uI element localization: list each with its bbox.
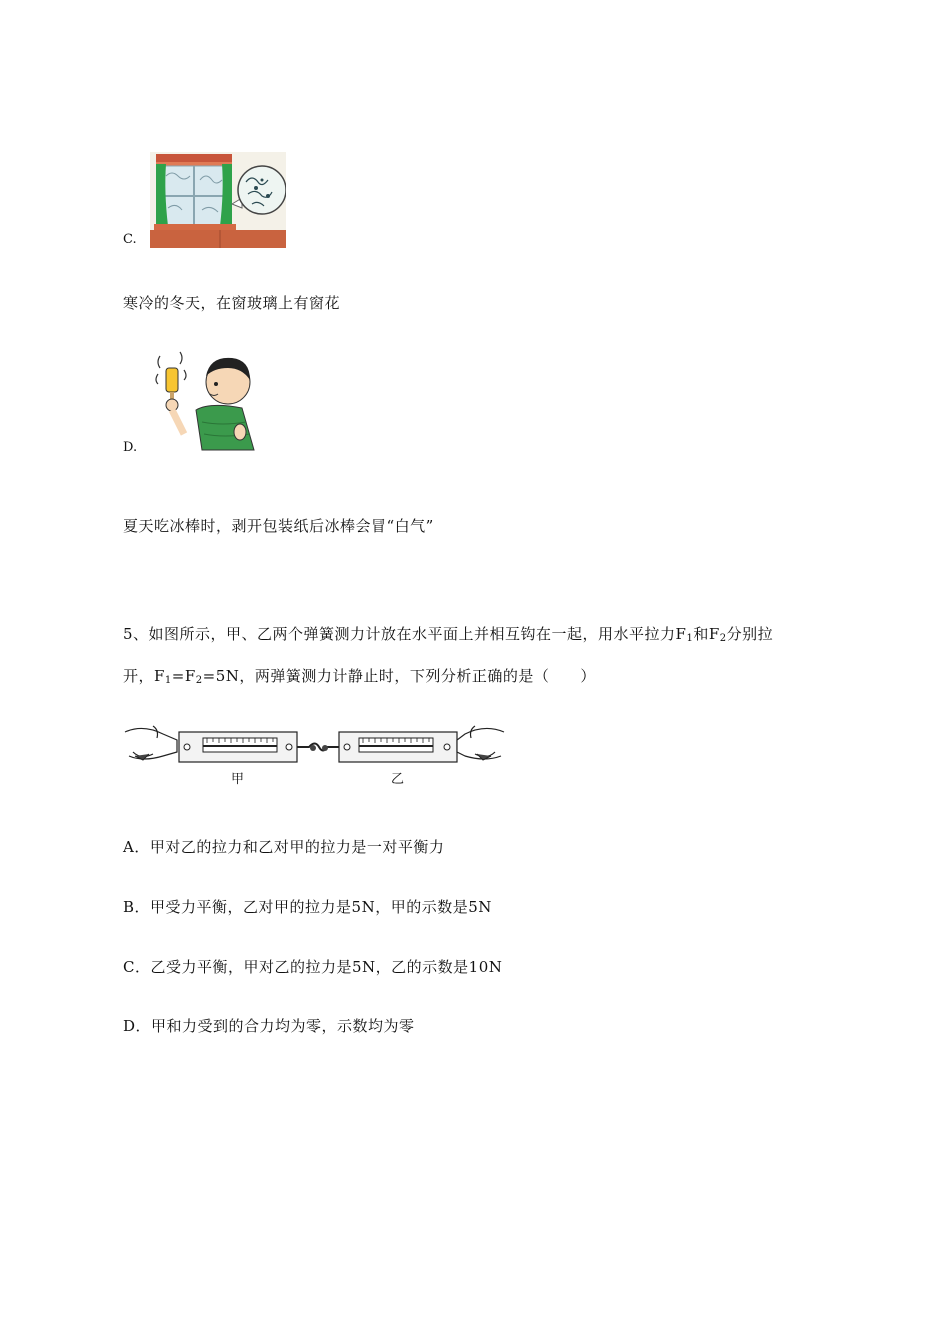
question-5-line-2: 开，$F_1=F_2=5N$，两弹簧测力计静止时，下列分析正确的是（ ） xyxy=(123,667,596,686)
window-frost-illustration xyxy=(150,152,286,248)
question-5-option-b: B．甲受力平衡，乙对甲的拉力是5N，甲的示数是5N xyxy=(123,898,492,916)
question-5-option-a: A．甲对乙的拉力和乙对甲的拉力是一对平衡力 xyxy=(123,838,445,856)
spring-scales-figure xyxy=(123,718,506,786)
option-d-caption: 夏天吃冰棒时，剥开包装纸后冰棒会冒“白气” xyxy=(123,517,434,535)
question-5-line-1: 5、如图所示，甲、乙两个弹簧测力计放在水平面上并相互钩在一起，用水平拉力$F_1$和$F_2$分别拉 xyxy=(123,625,774,644)
option-c-label: C. xyxy=(123,232,137,247)
figure-label-jia: 甲 xyxy=(231,772,245,787)
question-5-option-c: C．乙受力平衡，甲对乙的拉力是5N，乙的示数是10N xyxy=(123,958,503,976)
figure-label-yi: 乙 xyxy=(391,772,405,787)
question-5-option-d: D．甲和力受到的合力均为零，示数均为零 xyxy=(123,1017,415,1035)
option-c-caption: 寒冷的冬天，在窗玻璃上有窗花 xyxy=(123,294,341,312)
option-d-label: D. xyxy=(123,440,138,455)
boy-popsicle-illustration xyxy=(150,350,260,454)
